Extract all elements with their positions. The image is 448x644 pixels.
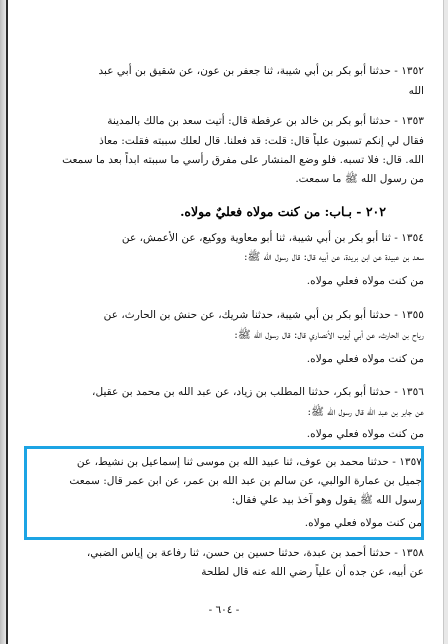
- hadith-1358-line-1: ١٣٥٨ - حدثنا أحمد بن عبدة، حدثنا حسين بن حسن، ثنا رفاعة بن إياس الضبي،: [86, 547, 424, 559]
- hadith-1354-line-2: سعد بن عبيدة عن ابن بريدة، عن أبيه قال: قال رسول الله ﷺ:: [243, 251, 424, 263]
- hadith-1356-line-3: من كنت مولاه فعلي مولاه.: [306, 428, 424, 440]
- hadith-1352-line-1: ١٣٥٢ - حدثنا أبو بكر بن أبي شيبة، ثنا جعفر بن عون، عن شقيق بن أبي عبد: [98, 65, 424, 77]
- hadith-1352-line-2: الله: [408, 85, 424, 97]
- hadith-1357-line-3: رسول الله ﷺ يقول وهو آخذ بيد علي فقال:: [231, 494, 422, 506]
- hadith-1357-line-1: ١٣٥٧ - حدثنا محمد بن عوف، ثنا عبيد الله بن موسى ثنا إسماعيل بن نشيط، عن: [76, 456, 422, 468]
- hadith-1356-line-2: عن جابر بن عبد الله قال رسول الله ﷺ:: [307, 406, 424, 418]
- hadith-1355-line-3: من كنت مولاه فعلي مولاه.: [306, 353, 424, 365]
- chapter-heading: ٢٠٢ - بـاب: من كنت مولاه فعليٌ مولاه.: [180, 204, 386, 219]
- highlight-box: [24, 446, 424, 540]
- hadith-1356-line-1: ١٣٥٦ - حدثنا أبو بكر، حدثنا المطلب بن زياد، عن عبد الله بن محمد بن عقيل،: [92, 386, 424, 398]
- hadith-1355-line-2: رياح بن الحارث، عن أبي أيوب الأنصاري قال: قال رسول الله ﷺ:: [234, 329, 424, 341]
- hadith-1355-line-1: ١٣٥٥ - حدثنا أبو بكر بن أبي شيبة، حدثنا شريك، عن حنش بن الحارث، عن: [103, 309, 424, 321]
- hadith-1353-line-4: من رسول الله ﷺ ما سمعت.: [295, 173, 424, 185]
- hadith-1353-line-2: فقال لي إنكم تسبون علياً قال: قلت: قد فعلنا. قال لعلك سببته فقلت: معاذ: [99, 135, 424, 147]
- book-page: [6, 0, 444, 644]
- hadith-1354-line-3: من كنت مولاه فعلي مولاه.: [306, 275, 424, 287]
- hadith-1357-line-2: جميل بن عمارة الوالبي، عن سالم بن عبد الله بن عمر، عن ابن عمر قال: سمعت: [69, 475, 422, 487]
- hadith-1353-line-3: الله. قال: فلا تسبه. فلو وضع المنشار على مفرق رأسي ما سببته ابداً بعد ما سمعت: [62, 154, 424, 166]
- page-number: - ٦٠٤ -: [208, 604, 240, 616]
- hadith-1353-line-1: ١٣٥٣ - حدثنا أبو بكر بن خالد بن عرفطة قال: أتيت سعد بن مالك بالمدينة: [107, 115, 424, 127]
- hadith-1354-line-1: ١٣٥٤ - ثنا أبو بكر بن أبي شيبة، ثنا أبو معاوية ووكيع، عن الأعمش، عن: [121, 232, 424, 244]
- hadith-1357-line-4: من كنت مولاه فعلي مولاه.: [304, 517, 422, 529]
- hadith-1358-line-2: عن أبيه، عن جده أن علياً رضي الله عنه قال لطلحة: [201, 566, 424, 578]
